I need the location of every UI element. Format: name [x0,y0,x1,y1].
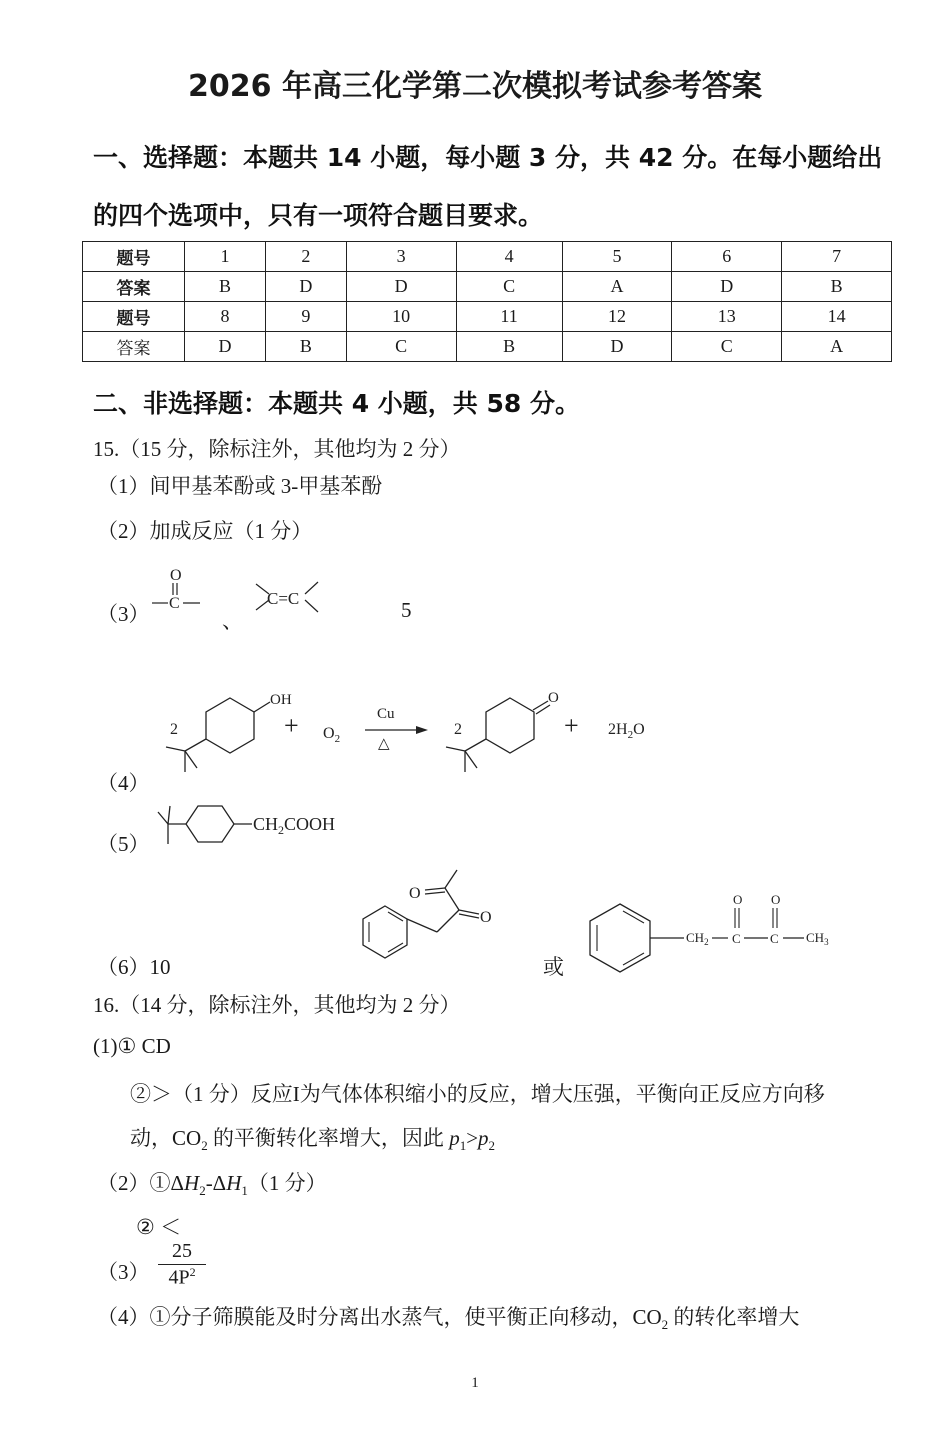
table-cell: 12 [562,302,672,332]
coefficient-2-product: 2 [454,721,462,738]
table-row [83,332,892,362]
cyclohexane-ring [206,698,254,753]
benzyl-bond [407,919,437,932]
or-label: 或 [543,955,564,979]
table-cell: 5 [562,242,672,272]
table-header-cell: 题号 [83,242,185,272]
alkene-label: C=C [267,589,300,608]
table-cell: 8 [185,302,266,332]
alkene-bond-lr [305,600,318,612]
product-tbutyl-methyl-2 [446,747,465,751]
product-tbutyl-methyl-3 [465,751,477,768]
coefficient-2: 2 [170,721,178,738]
product-tbutyl-bond [465,739,486,751]
table-cell: D [265,272,346,302]
plus-sign-2: + [564,711,579,740]
table-cell: 2 [265,242,346,272]
tbutylcyclohexyl-acetic-acid [148,800,368,850]
table-cell: 6 [672,242,782,272]
q16-part1: (1)① CD [93,1034,171,1058]
table-cell: D [672,272,782,302]
benzene-inner-3 [388,943,403,952]
reaction-arrow-head [416,726,428,734]
table-cell: 1 [185,242,266,272]
table-cell: 7 [782,242,892,272]
acetic-acid-group: $CH_2COOH$ [253,814,336,837]
table-header-cell: 答案 [83,272,185,302]
hydroxyl-label: OH [270,692,292,708]
q15-part5-label: （5） [97,832,150,856]
q15-part3-separator: 、 [222,609,243,633]
q16-header: 16.（14 分，除标注外，其他均为 2 分） [93,993,461,1017]
table-cell: B [185,272,266,302]
table-cell: B [782,272,892,302]
water-product: $2H_2O$ [608,721,645,741]
q16-part2b: ② ＜ [136,1215,182,1239]
q16-part1b-line2: 动，$CO_2$ 的平衡转化率增大，因此 $p_1>p_2$ [130,1126,496,1154]
carbonyl-and-alkene-structures [148,560,338,630]
ketone-2-double-1 [459,910,479,914]
chain-bond-1 [437,910,459,932]
ketone-2-double-2 [459,914,479,918]
page-number: 1 [471,1375,479,1391]
ketone-1-double-2 [425,892,445,894]
table-cell: 14 [782,302,892,332]
tbutyl-arm-2 [168,806,170,824]
carbonyl-oxygen-a: O [733,892,743,907]
oxidation-reaction-scheme [140,680,680,790]
section1-line1: 一、选择题：本题共 14 小题，每小题 3 分，共 42 分。在每小题给出 [93,143,883,172]
q15-part4-label: （4） [97,771,150,795]
q16-part2a: $(2)①\Delta H_2-\Delta H_1(1$ 分） [97,1171,327,1199]
q16-fraction [158,1240,206,1290]
ketone-2-oxygen: O [480,909,492,926]
table-cell: B [456,332,562,362]
table-cell: B [265,332,346,362]
q15-part1: （1）间甲基苯酚或 3-甲基苯酚 [97,474,383,498]
ch2-group: $CH_2$ [686,930,709,947]
heat-symbol: △ [378,736,390,752]
cyclohexanone-ring [486,698,534,753]
hydroxyl-bond [254,702,270,712]
q15-part6-label: （6）10 [97,955,171,979]
tbutyl-methyl-3 [185,751,197,768]
q15-part3-label: （3） [97,602,150,626]
cyclohexane-ring-5 [186,806,234,842]
table-cell: C [672,332,782,362]
alkene-bond-ur [305,582,318,594]
ch3-group: $CH_3$ [806,930,829,947]
q16-part3-label: （3） [97,1260,150,1284]
table-cell: 9 [265,302,346,332]
table-cell: C [456,272,562,302]
table-cell: C [346,332,456,362]
phenyl-butanedione-condensed [578,888,848,978]
benzene2-inner-3 [623,953,644,965]
chain-bond-2 [445,888,459,910]
q15-header: 15.（15 分，除标注外，其他均为 2 分） [93,437,461,461]
table-cell: 13 [672,302,782,332]
table-cell: 3 [346,242,456,272]
benzene-inner-2 [388,912,403,921]
ketone-oxygen: O [548,690,559,706]
table-header-cell: 答案 [83,332,185,362]
table-row [83,242,892,272]
benzene2-inner-2 [623,911,644,923]
table-row [83,302,892,332]
table-cell: D [185,332,266,362]
tbutyl-methyl-2 [166,747,185,751]
ketone-1-oxygen: O [409,885,421,902]
answer-table [82,241,892,362]
q16-part4: （4）①分子筛膜能及时分离出水蒸气，使平衡正向移动，$CO_2$ 的转化率增大 [97,1305,800,1333]
table-cell: D [346,272,456,302]
carbonyl-oxygen-b: O [771,892,781,907]
section2-heading: 二、非选择题：本题共 4 小题，共 58 分。 [93,389,581,418]
carbonyl-carbon: C [169,595,180,612]
tbutyl-arm-1 [158,812,168,824]
page-title: 2026 年高三化学第二次模拟考试参考答案 [188,69,762,104]
fraction-denominator: $4P^2$ [168,1265,196,1289]
table-cell: 10 [346,302,456,332]
table-cell: 11 [456,302,562,332]
benzene-ring [363,906,407,958]
ketone-1-double-1 [425,888,445,890]
benzene-ring-2 [590,904,650,972]
plus-sign: + [284,711,299,740]
oxygen-reagent: $O_2$ [323,725,341,745]
catalyst-label: Cu [377,706,395,722]
tbutyl-bond [185,739,206,751]
table-cell: A [562,272,672,302]
table-cell: A [782,332,892,362]
carbonyl-oxygen: O [170,567,182,584]
table-row [83,272,892,302]
phenyl-butanedione-skeletal [355,870,505,970]
carbon-a: C [732,931,741,946]
q15-part2: （2）加成反应（1 分） [97,519,313,543]
section1-line2: 的四个选项中，只有一项符合题目要求。 [93,201,544,230]
carbon-b: C [770,931,779,946]
q16-part1b-line1: ②＞（1 分）反应I为气体体积缩小的反应，增大压强，平衡向正反应方向移 [130,1082,825,1106]
table-cell: D [562,332,672,362]
table-header-cell: 题号 [83,302,185,332]
q15-part3-count: 5 [401,598,412,622]
ketone-double-bond-1 [533,701,548,710]
table-cell: 4 [456,242,562,272]
fraction-numerator: 25 [172,1240,192,1262]
methyl-bond [445,870,457,888]
